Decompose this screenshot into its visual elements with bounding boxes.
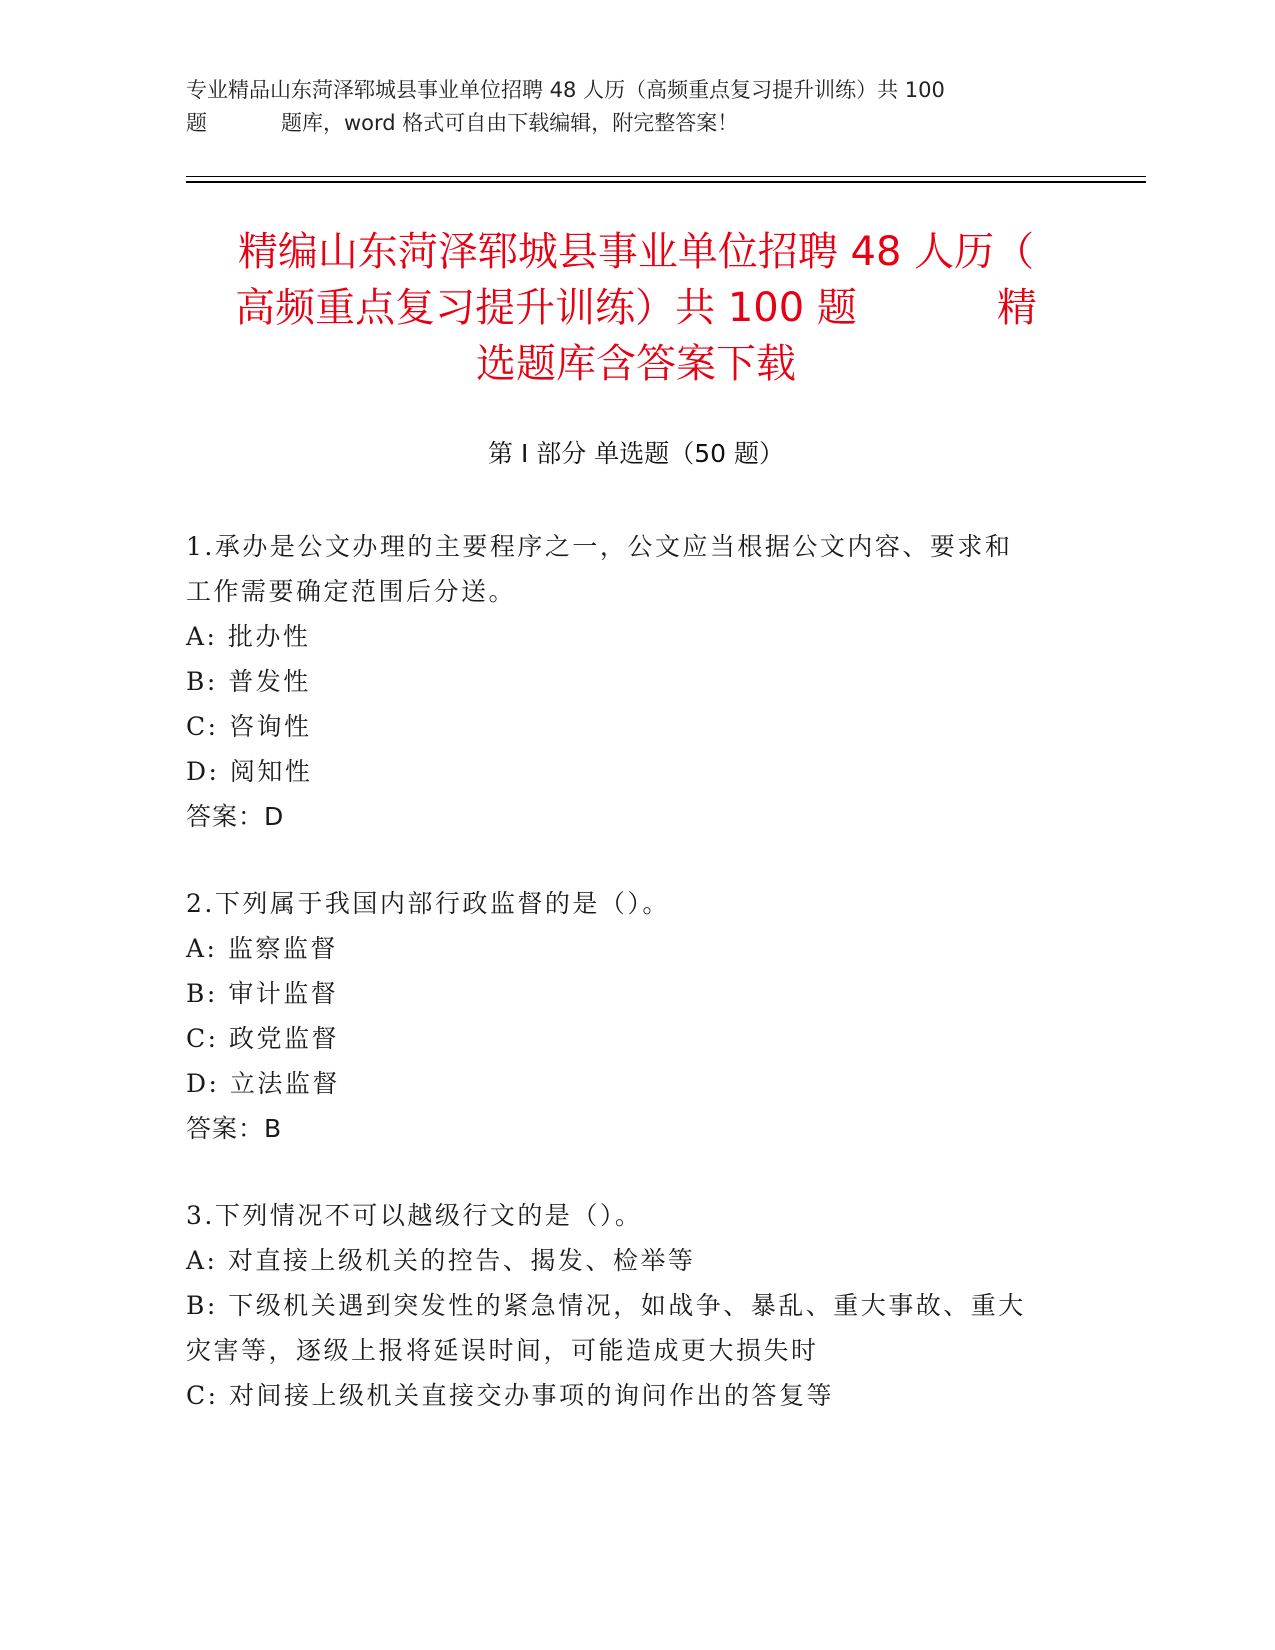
section-title: 第 I 部分 单选题（50 题） (488, 439, 784, 468)
question-3 (186, 1193, 1086, 1418)
header-note-line-2 (186, 107, 1086, 140)
option-d: D: 阅知性 (186, 757, 313, 786)
option-c: C: 咨询性 (186, 712, 312, 741)
question-stem: 1.承办是公文办理的主要程序之一，公文应当根据公文内容、要求和 (186, 532, 1013, 561)
title-line-2 (186, 280, 1086, 336)
option-a: A: 对直接上级机关的控告、揭发、检举等 (186, 1246, 696, 1275)
question-list (186, 524, 1086, 1460)
title-line-3: 选题库含答案下载 (476, 341, 796, 387)
title-line-2-start: 高频重点复习提升训练）共 100 题 (235, 285, 857, 331)
header-note (186, 74, 1086, 140)
option-d: D: 立法监督 (186, 1069, 340, 1098)
option-b: B: 审计监督 (186, 979, 339, 1008)
option-b-continued: 灾害等，逐级上报将延误时间，可能造成更大损失时 (186, 1336, 819, 1365)
header-note-line-2-start: 题 (186, 111, 207, 135)
option-c: C: 对间接上级机关直接交办事项的询问作出的答复等 (186, 1381, 835, 1410)
question-1 (186, 524, 1086, 839)
answer: 答案：D (186, 802, 285, 831)
document-title (186, 224, 1086, 392)
question-2 (186, 881, 1086, 1151)
option-a: A: 批办性 (186, 622, 311, 651)
header-note-line-2-end: 题库，word 格式可自由下载编辑，附完整答案！ (281, 111, 739, 135)
question-stem-continued: 工作需要确定范围后分送。 (186, 577, 517, 606)
option-b: B: 下级机关遇到突发性的紧急情况，如战争、暴乱、重大事故、重大 (186, 1291, 1026, 1320)
option-b: B: 普发性 (186, 667, 311, 696)
header-rule-thin (186, 176, 1146, 177)
header-note-line-1: 专业精品山东菏泽郓城县事业单位招聘 48 人历（高频重点复习提升训练）共 100 (186, 78, 945, 102)
title-line-1: 精编山东菏泽郓城县事业单位招聘 48 人历（ (237, 229, 1035, 275)
question-stem: 3.下列情况不可以越级行文的是（）。 (186, 1201, 643, 1230)
title-line-2-end: 精 (996, 285, 1037, 331)
answer: 答案：B (186, 1114, 283, 1143)
question-stem: 2.下列属于我国内部行政监督的是（）。 (186, 889, 670, 918)
header-rule-thick (186, 181, 1146, 183)
option-c: C: 政党监督 (186, 1024, 339, 1053)
option-a: A: 监察监督 (186, 934, 338, 963)
